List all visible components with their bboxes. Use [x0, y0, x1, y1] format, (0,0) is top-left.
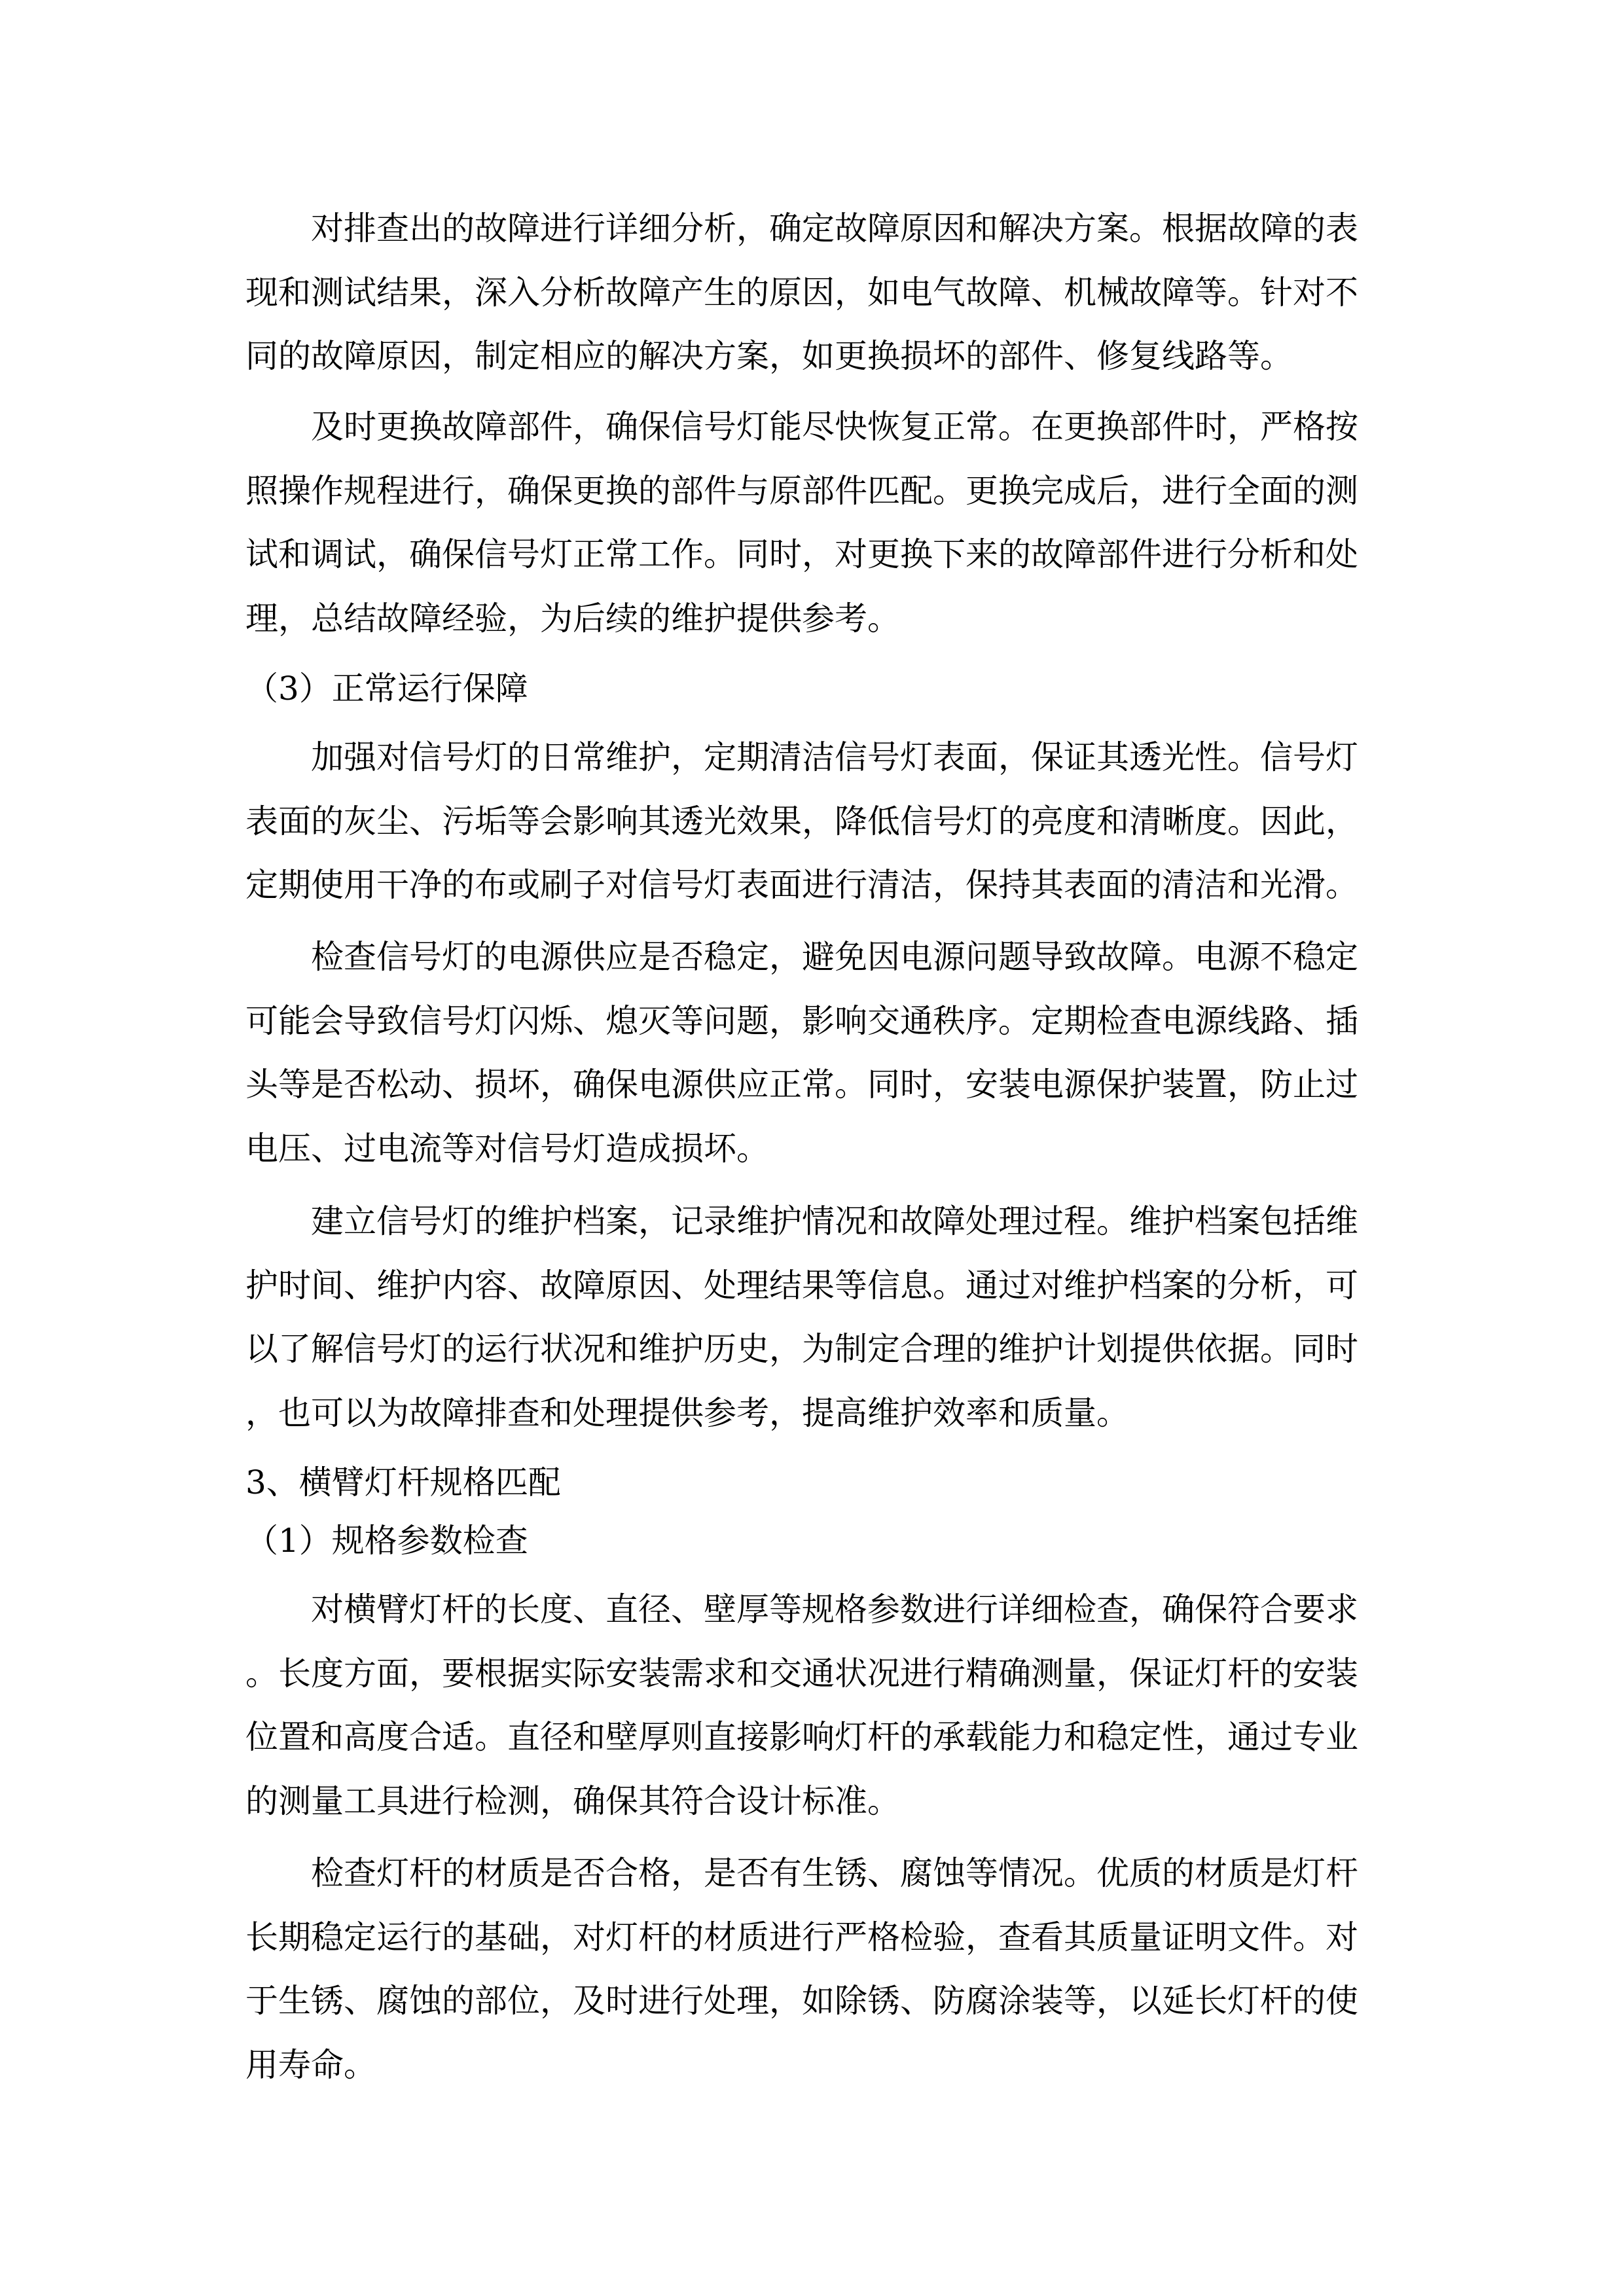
- paragraph-fault-analysis: 对排查出的故障进行详细分析，确定故障原因和解决方案。根据故障的表现和测试结果，深入分析故障产生的原因，如电气故障、机械故障等。针对不同的故障原因，制定相应的解决方案，如更换损坏的部件、修复线路等。: [245, 209, 1358, 375]
- subheading-spec-parameter-check: （1）规格参数检查: [245, 1522, 528, 1560]
- subheading-normal-operation-guarantee: （3）正常运行保障: [245, 670, 528, 708]
- paragraph-power-supply-check: 检查信号灯的电源供应是否稳定，避免因电源问题导致故障。电源不稳定可能会导致信号灯闪烁、熄灭等问题，影响交通秩序。定期检查电源线路、插头等是否松动、损坏，确保电源供应正常。同时，安装电源保护装置，防止过电压、过电流等对信号灯造成损坏。: [245, 938, 1358, 1168]
- paragraph-replace-faulty-parts: 及时更换故障部件，确保信号灯能尽快恢复正常。在更换部件时，严格按照操作规程进行，确保更换的部件与原部件匹配。更换完成后，进行全面的测试和调试，确保信号灯正常工作。同时，对更换下来的故障部件进行分析和处理，总结故障经验，为后续的维护提供参考。: [245, 408, 1358, 637]
- paragraph-maintenance-records: 建立信号灯的维护档案，记录维护情况和故障处理过程。维护档案包括维护时间、维护内容、故障原因、处理结果等信息。通过对维护档案的分析，可以了解信号灯的运行状况和维护历史，为制定合理的维护计划提供依据。同时，也可以为故障排查和处理提供参考，提高维护效率和质量。: [245, 1202, 1358, 1432]
- paragraph-material-check: 检查灯杆的材质是否合格，是否有生锈、腐蚀等情况。优质的材质是灯杆长期稳定运行的基础，对灯杆的材质进行严格检验，查看其质量证明文件。对于生锈、腐蚀的部位，及时进行处理，如除锈、防腐涂装等，以延长灯杆的使用寿命。: [245, 1854, 1358, 2084]
- section-heading-crossarm-pole-spec: 3、横臂灯杆规格匹配: [245, 1463, 561, 1501]
- paragraph-dimension-check: 对横臂灯杆的长度、直径、壁厚等规格参数进行详细检查，确保符合要求。长度方面，要根据实际安装需求和交通状况进行精确测量，保证灯杆的安装位置和高度合适。直径和壁厚则直接影响灯杆的承载能力和稳定性，通过专业的测量工具进行检测，确保其符合设计标准。: [245, 1590, 1358, 1820]
- paragraph-daily-cleaning: 加强对信号灯的日常维护，定期清洁信号灯表面，保证其透光性。信号灯表面的灰尘、污垢等会影响其透光效果，降低信号灯的亮度和清晰度。因此，定期使用干净的布或刷子对信号灯表面进行清洁，保持其表面的清洁和光滑。: [245, 738, 1358, 904]
